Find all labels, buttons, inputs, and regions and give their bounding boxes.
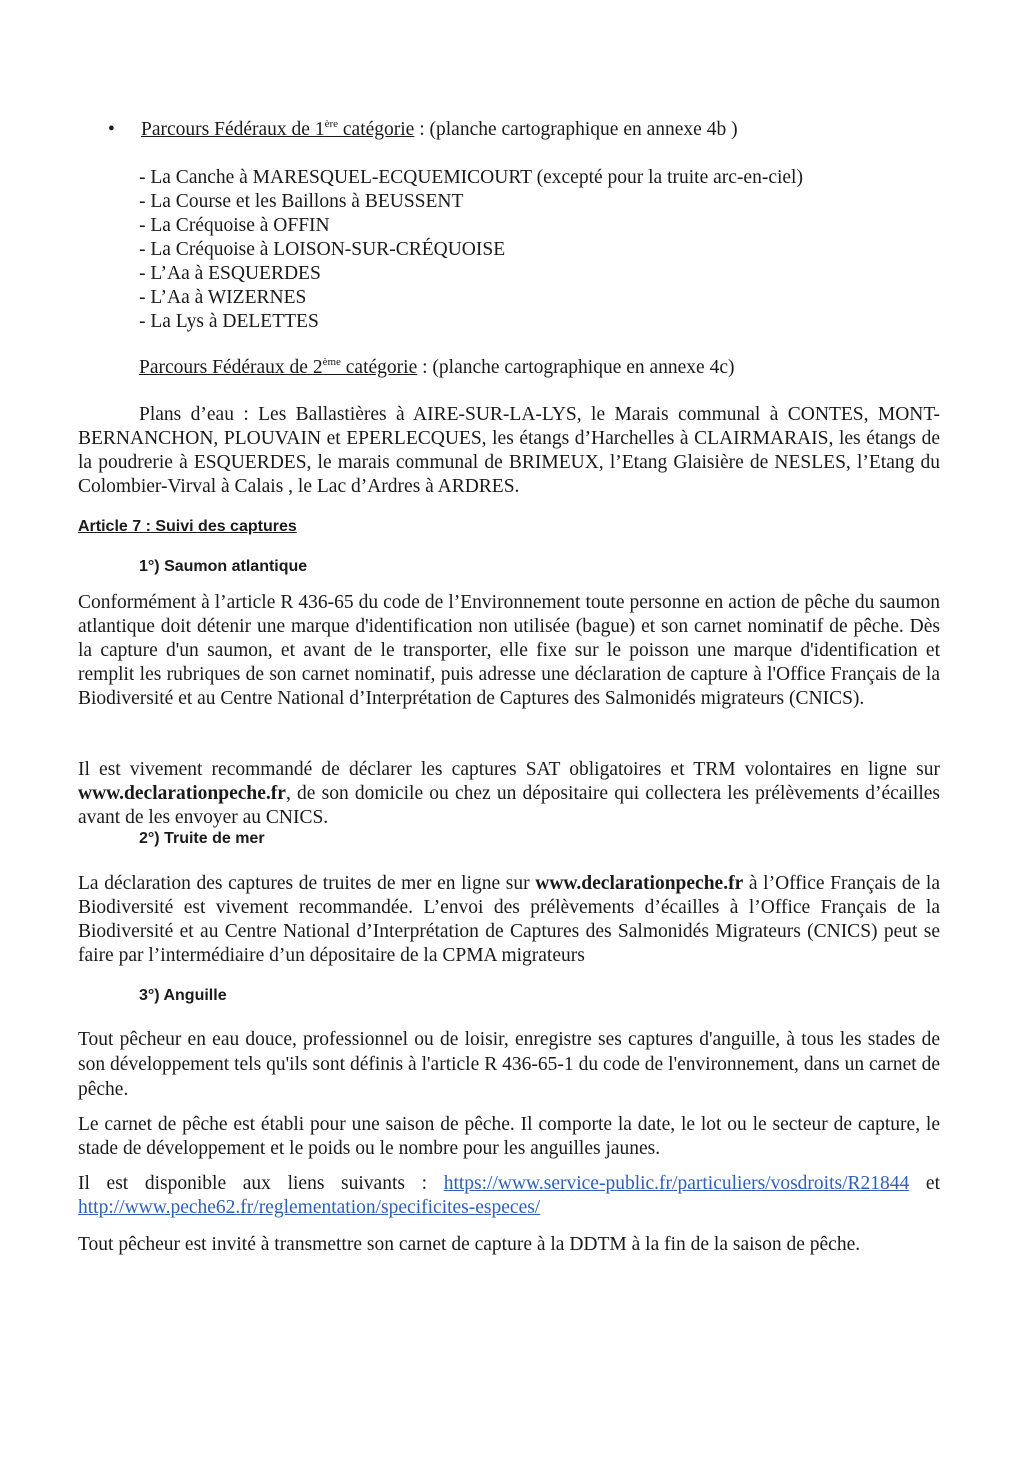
transmission-paragraph: Tout pêcheur est invité à transmettre son carnet de capture à la DDTM à la fin de la saison de pêche. xyxy=(78,1234,861,1255)
article-7-heading: Article 7 : Suivi des captures xyxy=(78,518,297,535)
parcours-1-list xyxy=(139,166,803,334)
saumon-paragraph: Conformément à l’article R 436-65 du code de l’Environnement toute personne en action de pêche du saumon atlantique doit détenir une marque d'identification non utilisée (bague) et son carnet nominatif de pêche. Dès la capture d'un saumon, et avant de le transporter, elle fixe sur le poisson une marque d'identification et remplit les rubriques de son carnet nominatif, puis adresse une déclaration de capture à l'Office Français de la Biodiversité et au Centre National d’Interprétation de Captures des Salmonidés migrateurs (CNICS). xyxy=(78,592,940,709)
list-item: - L’Aa à WIZERNES xyxy=(139,287,307,308)
parcours-2-heading xyxy=(139,356,735,380)
list-item: - La Course et les Baillons à BEUSSENT xyxy=(139,191,464,212)
list-item: - La Créquoise à OFFIN xyxy=(139,215,330,236)
list-item: - La Créquoise à LOISON-SUR-CRÉQUOISE xyxy=(139,239,506,260)
liens-paragraph: Il est disponible aux liens suivants : https://www.service-public.fr/particuliers/vosdroits/R21844 et http://www.peche62.fr/reglementation/specificites-especes/ xyxy=(78,1173,941,1218)
section-2-heading: 2°) Truite de mer xyxy=(139,830,265,847)
section-1-heading: 1°) Saumon atlantique xyxy=(139,558,308,575)
carnet-paragraph: Le carnet de pêche est établi pour une saison de pêche. Il comporte la date, le lot ou le secteur de capture, le stade de développement et le poids ou le nombre pour les anguilles jaunes. xyxy=(78,1114,940,1159)
declaration-paragraph: Il est vivement recommandé de déclarer les captures SAT obligatoires et TRM volontaires en ligne sur www.declarationpeche.fr, de son domicile ou chez un dépositaire qui collectera les prélèvements d’écailles avant de les envoyer au CNICS. xyxy=(78,759,940,828)
list-item: - L’Aa à ESQUERDES xyxy=(139,263,321,284)
service-public-link[interactable]: https://www.service-public.fr/particuliers/vosdroits/R21844 xyxy=(443,1173,910,1194)
declaration-site: www.declarationpeche.fr xyxy=(78,783,286,804)
anguille-paragraph: Tout pêcheur en eau douce, professionnel ou de loisir, enregistre ses captures d'anguille, à tous les stades de son développement tels qu'ils sont définis à l'article R 436-65-1 du code de l'environnement, dans un carnet de pêche. xyxy=(78,1029,940,1100)
bullet-icon: • xyxy=(108,119,115,140)
parcours-1-note: : (planche cartographique en annexe 4b ) xyxy=(414,119,738,140)
parcours-1-title: Parcours Fédéraux de 1ère catégorie xyxy=(141,118,415,140)
parcours-2-note: : (planche cartographique en annexe 4c) xyxy=(417,357,735,378)
truite-paragraph: La déclaration des captures de truites de mer en ligne sur www.declarationpeche.fr à l’Office Français de la Biodiversité est vivement recommandée. L’envoi des prélèvements d’écailles à l’Office Français de la Biodiversité et au Centre National d’Interprétation de Captures des Salmonidés Migrateurs (CNICS) peut se faire par l’intermédiaire d’un dépositaire de la CPMA migrateurs xyxy=(78,873,940,966)
plans-eau-paragraph: Plans d’eau : Les Ballastières à AIRE-SUR-LA-LYS, le Marais communal à CONTES, MONT-BERNANCHON, PLOUVAIN et EPERLECQUES, les étangs d’Harchelles à CLAIRMARAIS, les étangs de la poudrerie à ESQUERDES, le marais communal de BRIMEUX, l’Etang Glaisière de NESLES, l’Etang du Colombier-Virval à Calais , le Lac d’Ardres à ARDRES. xyxy=(78,404,940,497)
parcours-2-title: Parcours Fédéraux de 2ème catégorie xyxy=(139,356,418,378)
list-item: - La Canche à MARESQUEL-ECQUEMICOURT (excepté pour la truite arc-en-ciel) xyxy=(139,167,803,188)
section-3-heading: 3°) Anguille xyxy=(139,987,227,1004)
declaration-site: www.declarationpeche.fr xyxy=(535,873,744,894)
peche62-link[interactable]: http://www.peche62.fr/reglementation/specificites-especes/ xyxy=(78,1197,541,1218)
list-item: - La Lys à DELETTES xyxy=(139,311,319,332)
